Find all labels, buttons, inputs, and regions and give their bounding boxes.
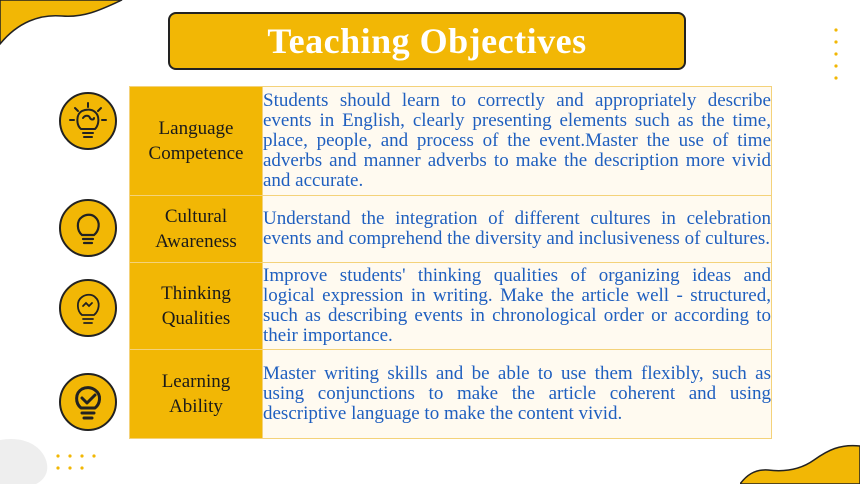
objective-label: Learning Ability <box>130 350 263 439</box>
objective-description: Understand the integration of different cultures in celebration events and comprehend the diversity and inclusiveness of cultures. <box>263 196 772 263</box>
table-row <box>130 87 772 196</box>
right-dots-decoration <box>826 26 846 86</box>
lightbulb-filament-icon <box>59 279 117 337</box>
objective-label: Cultural Awareness <box>130 196 263 263</box>
objective-label: Thinking Qualities <box>130 263 263 350</box>
lightbulb-check-icon <box>59 373 117 431</box>
bottom-right-wave-decoration <box>740 436 860 484</box>
objective-label: Language Competence <box>130 87 263 196</box>
page-title: Teaching Objectives <box>267 21 587 61</box>
objectives-table <box>129 86 772 439</box>
title-banner <box>168 12 686 70</box>
lightbulb-icon <box>59 199 117 257</box>
table-row <box>130 350 772 439</box>
top-left-wave-decoration <box>0 0 140 50</box>
objective-description: Improve students' thinking qualities of organizing ideas and logical expression in writing. Make the article well - structured, such as describing events in chronological order or according to their importance. <box>263 263 772 350</box>
bottom-left-dots-decoration <box>54 452 104 476</box>
idea-brain-icon <box>59 92 117 150</box>
objective-description: Students should learn to correctly and appropriately describe events in English, clearly presenting elements such as the time, place, people, and process of the event.Master the use of time adverbs and manner adverbs to make the description more vivid and accurate. <box>263 87 772 196</box>
table-row <box>130 196 772 263</box>
objective-description: Master writing skills and be able to use them flexibly, such as using conjunctions to make the article coherent and using descriptive language to make the content vivid. <box>263 350 772 439</box>
table-row <box>130 263 772 350</box>
